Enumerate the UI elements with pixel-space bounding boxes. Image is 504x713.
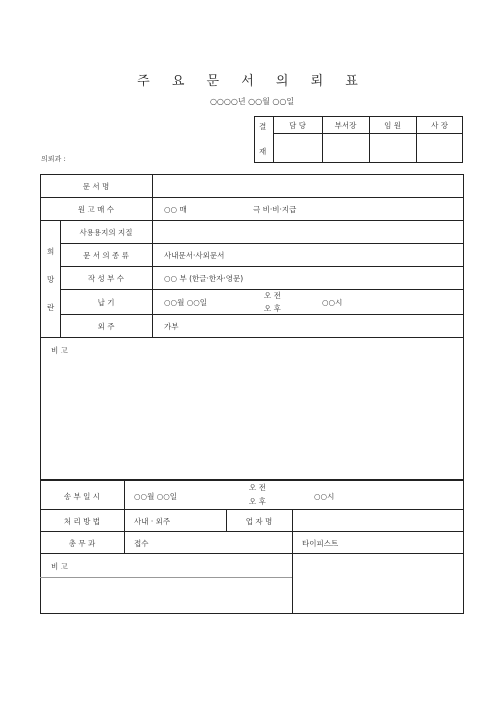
- paper-label: 사용용지의 지질: [79, 228, 133, 237]
- general-affairs-value: 접수: [134, 539, 149, 548]
- deadline-label: 납 기: [97, 298, 115, 307]
- approval-col-manager: 부서장: [334, 121, 357, 130]
- pages-value: ○○ 매: [164, 205, 187, 214]
- sent-time: ○○시: [314, 492, 335, 501]
- approval-side-label-2: 재: [259, 147, 267, 156]
- request-side-label-1: 희: [47, 247, 55, 256]
- method-label: 처 리 방 법: [63, 517, 101, 526]
- vendor-label: 업 자 명: [245, 517, 273, 526]
- copies-value: ○○ 부 (한글·한자·영문): [164, 274, 244, 283]
- request-side-label-3: 란: [47, 303, 55, 312]
- sent-am: 오 전: [249, 483, 266, 492]
- sent-label: 송 부 일 시: [63, 492, 101, 501]
- paper-field[interactable]: [153, 221, 463, 242]
- typist-field[interactable]: [293, 554, 463, 613]
- approval-sign-executive[interactable]: [370, 134, 415, 162]
- sent-date: ○○월 ○○일: [134, 492, 178, 501]
- doc-type-label: 문 서 의 종 류: [83, 251, 129, 260]
- method-value: 사내 · 외주: [134, 517, 171, 526]
- doc-name-field[interactable]: [153, 175, 463, 196]
- doc-type-value: 사내문서·사외문서: [164, 251, 225, 260]
- pages-label: 원 고 매 수: [77, 205, 115, 214]
- approval-col-executive: 임 원: [384, 121, 401, 130]
- deadline-time: ○○시: [322, 298, 343, 307]
- approval-col-president: 사 장: [431, 121, 448, 130]
- approval-col-staff: 담 당: [289, 121, 306, 130]
- outsource-label: 외 주: [97, 322, 115, 331]
- doc-name-label: 문 서 명: [82, 182, 110, 191]
- processing-remarks-label: 비 고: [51, 562, 68, 571]
- outsource-value: 가부: [164, 322, 179, 331]
- approval-side-label-1: 결: [259, 122, 267, 131]
- general-affairs-label: 총 무 과: [68, 539, 96, 548]
- request-side-label-2: 망: [47, 275, 55, 284]
- vendor-field[interactable]: [293, 510, 463, 530]
- request-remarks-label: 비 고: [51, 346, 68, 355]
- request-remarks-field[interactable]: [41, 338, 463, 479]
- copies-label: 작 성 부 수: [87, 274, 125, 283]
- requesting-department-label: 의뢰과 :: [41, 155, 66, 163]
- document-date: ○○○○년 ○○월 ○○일: [209, 97, 295, 106]
- deadline-date: ○○월 ○○일: [164, 298, 208, 307]
- pages-grade: 극 비·비·지급: [253, 205, 297, 214]
- deadline-pm: 오 후: [264, 304, 281, 313]
- approval-sign-president[interactable]: [417, 134, 462, 162]
- page-title: 주 요 문 서 의 뢰 표: [137, 74, 367, 89]
- processing-remarks-field[interactable]: [41, 554, 291, 613]
- approval-sign-staff[interactable]: [274, 134, 321, 162]
- deadline-am: 오 전: [264, 291, 281, 300]
- sent-pm: 오 후: [249, 497, 266, 506]
- typist-label: 타이피스트: [302, 539, 339, 548]
- approval-sign-manager[interactable]: [323, 134, 368, 162]
